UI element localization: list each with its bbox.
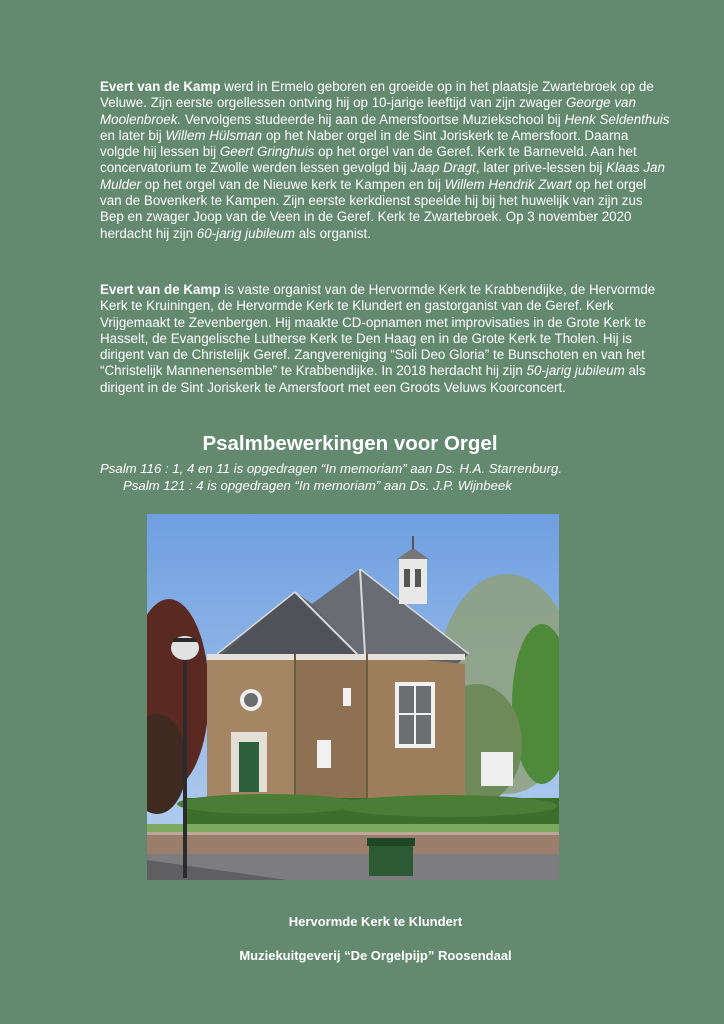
- teacher-name: Willem Hendrik Zwart: [444, 176, 572, 192]
- jubilee-text: 60-jarig jubileum: [196, 225, 296, 241]
- teacher-name: Jaap Dragt: [410, 160, 476, 176]
- publisher-name: Muziekuitgeverij “De Orgelpijp” Roosendaal: [239, 948, 512, 963]
- organist-name: Evert van de Kamp: [100, 282, 221, 297]
- career-paragraph: Evert van de Kamp is vaste organist van de Hervormde Kerk te Krabbendijke, de Hervormde Kerk te Kruiningen, de Hervormde Kerk te Klundert en gastorganist van de Geref. Kerk Vrijgemaakt te Zevenbergen. Hij maakte CD-opnamen met improvisaties in de Grote Kerk te Hasselt, de Evangelische Lutherse Kerk te Den Haag en in de Grote Kerk te Tholen. Hij is dirigent van de Christelijk Geref. Zangvereniging “Soli Deo Gloria” te Bunschoten en van het “Christelijk Mannenensemble” te Krabbendijke. In 2018 herdacht hij zijn 50-jarig jubileum als dirigent in de Sint Joriskerk te Amersfoort met een Groots Veluws Koorconcert.: [100, 282, 656, 395]
- church-photo: [147, 514, 559, 880]
- dedication-line: Psalm 116 : 1, 4 en 11 is opgedragen “In memoriam” aan Ds. H.A. Starrenburg.: [100, 461, 563, 476]
- teacher-name: Willem Hülsman: [165, 127, 263, 143]
- teacher-name: Klaas Jan Mulder: [100, 160, 665, 192]
- dedication-line: Psalm 121 : 4 is opgedragen “In memoriam” aan Ds. J.P. Wijnbeek: [123, 478, 512, 493]
- teacher-name: George van Moolenbroek.: [100, 95, 636, 127]
- teacher-name: Geert Gringhuis: [219, 144, 315, 160]
- biography-paragraph: Evert van de Kamp werd in Ermelo geboren en groeide op in het plaatsje Zwartebroek op de Veluwe. Zijn eerste orgellessen ontving hij op 10-jarige leeftijd van zijn zwager George van Moolenbroek. Vervolgens studeerde hij aan de Amersfoortse Muziekschool bij Henk Seldenthuis en later bij Willem Hülsman op het Naber orgel in de Sint Joriskerk te Amersfoort. Daarna volgde hij lessen bij Geert Gringhuis op het orgel van de Geref. Kerk te Barneveld. Aan het concervatorium te Zwolle werden lessen gevolgd bij Jaap Dragt, later prive-lessen bij Klaas Jan Mulder op het orgel van de Nieuwe kerk te Kampen en bij Willem Hendrik Zwart op het orgel van de Bovenkerk te Kampen. Zijn eerste kerkdienst speelde hij bij het huwelijk van zijn zus Bep en zwager Joop van de Veen in de Geref. Kerk te Zwartebroek. Op 3 november 2020 herdacht hij zijn 60-jarig jubileum als organist.: [100, 79, 670, 241]
- jubilee-text: 50-jarig jubileum: [526, 363, 625, 379]
- page-title: Psalmbewerkingen voor Orgel: [202, 432, 498, 455]
- photo-caption: Hervormde Kerk te Klundert: [288, 914, 463, 929]
- organist-name: Evert van de Kamp: [100, 79, 221, 94]
- teacher-name: Henk Seldenthuis: [564, 111, 670, 127]
